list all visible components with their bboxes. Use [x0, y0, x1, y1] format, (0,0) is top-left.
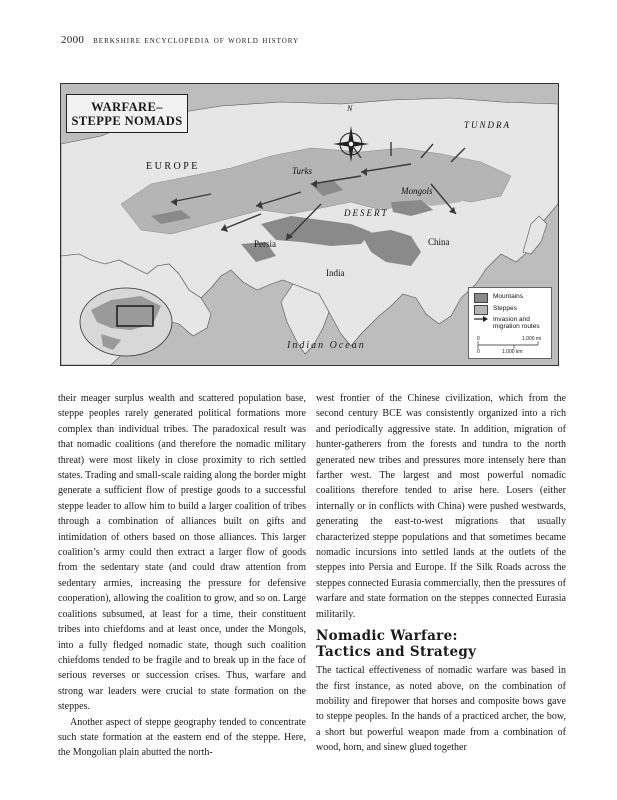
legend-steppes — [474, 305, 517, 315]
steppes-swatch — [474, 305, 488, 315]
running-head — [61, 34, 299, 46]
map-title-line1: WARFARE– — [91, 99, 163, 114]
label-tundra: TUNDRA — [464, 120, 512, 130]
label-india: India — [326, 268, 345, 278]
right-column — [316, 391, 566, 756]
right-paragraph-1: west frontier of the Chinese civilization, which from the second century BCE was consistently organized into a rich and periodically aggressive state. In addition, migration of hunter-gatherers from the forests and tundra to the north generated new tribes and pressures more intensely here than farther west. The largest and most powerful nomadic coalitions therefore tended to arise here. Losers (either internally or in conflicts with China) were pushed westwards, generating the east-to-west migrations that usually characterized steppe populations and that sometimes became nomadic incursions into settled lands at the outlets of the steppes into Persia and Europe. If the Silk Roads across the steppes connected Eurasia commercially, then the pressures of warfare and state formation on the steppes connected Eurasia militarily. — [316, 393, 566, 620]
section-heading-line2: Tactics and Strategy — [316, 644, 477, 661]
scale-bar — [474, 336, 546, 356]
label-turks: Turks — [292, 166, 313, 176]
scale-zero-top: 0 — [477, 336, 480, 342]
label-desert: DESERT — [344, 208, 389, 218]
label-persia: Persia — [254, 239, 276, 249]
route-arrow-icon — [474, 316, 488, 322]
legend-steppes-label: Steppes — [493, 305, 517, 312]
label-europe: EUROPE — [146, 161, 200, 172]
left-paragraph-1: their meager surplus wealth and scattered population base, steppe peoples rarely generated political formations more complex than individual tribes. The paradoxical result was that nomadic coalitions (and therefore the nomadic military threat) were most likely in close proximity to rich settled states. Trading and small-scale raiding along the border might generate a sufficient flow of prestige goods to a successful steppe leader to allow him to build a larger coalition of tribes through a combination of alliances built on gifts and intimidation of others based on those alliances. This larger coalition’s army could then extract a larger flow of goods from the sedentary state (and could draw attention from sedentary armies, increasing the pressure for defensive cooperation), allowing the coalition to grow, and so on. Large coalitions subsumed, at least for a time, their constituent tribes into chiefdoms and at least once, under the Mongols, into a fully fledged nomadic state, though such coalition chiefdoms tended to be fragile and to break up in the face of serious reverses or succession crises. Thus, warfare and strong war leaders were crucial to state formation on the steppes. — [58, 393, 306, 713]
left-paragraph-2: Another aspect of steppe geography tended to concentrate such state formation at the eastern end of the steppe. Here, the Mongolian plain abutted the north- — [58, 716, 306, 759]
legend-routes-line2: migration routes — [493, 323, 540, 330]
legend-routes — [474, 316, 540, 330]
legend-mountains — [474, 293, 523, 303]
label-mongols: Mongols — [401, 186, 433, 196]
right-paragraph-2: The tactical effectiveness of nomadic warfare was based in the first instance, as noted above, on the combination of mobility and firepower that horses and composite bows gave to steppe peoples. In the hands of a practiced archer, the bow, a short but powerful weapon made from a combination of wood, horn, and sinew glued together — [316, 665, 566, 754]
section-heading-line1: Nomadic Warfare: — [316, 628, 458, 645]
scale-zero-bottom: 0 — [477, 349, 480, 355]
label-china: China — [428, 237, 450, 247]
mountains-swatch — [474, 293, 488, 303]
label-indian-ocean: Indian Ocean — [287, 340, 366, 351]
running-title: berkshire encyclopedia of world history — [93, 35, 300, 46]
page-number: 2000 — [61, 34, 85, 46]
steppe-nomads-map — [60, 83, 559, 366]
map-title — [66, 94, 188, 133]
legend-routes-label — [493, 316, 540, 330]
legend-routes-line1: Invasion and — [493, 316, 530, 323]
left-column — [58, 391, 306, 761]
map-title-line2: STEPPE NOMADS — [71, 113, 183, 128]
map-legend — [468, 287, 552, 359]
section-heading — [316, 628, 566, 660]
scale-kilometers: 1,000 km — [502, 349, 523, 355]
legend-mountains-label: Mountains — [493, 293, 523, 300]
compass-north-label: N — [347, 104, 353, 113]
inset-globe — [80, 288, 172, 356]
scale-miles: 1,000 mi — [522, 336, 542, 342]
